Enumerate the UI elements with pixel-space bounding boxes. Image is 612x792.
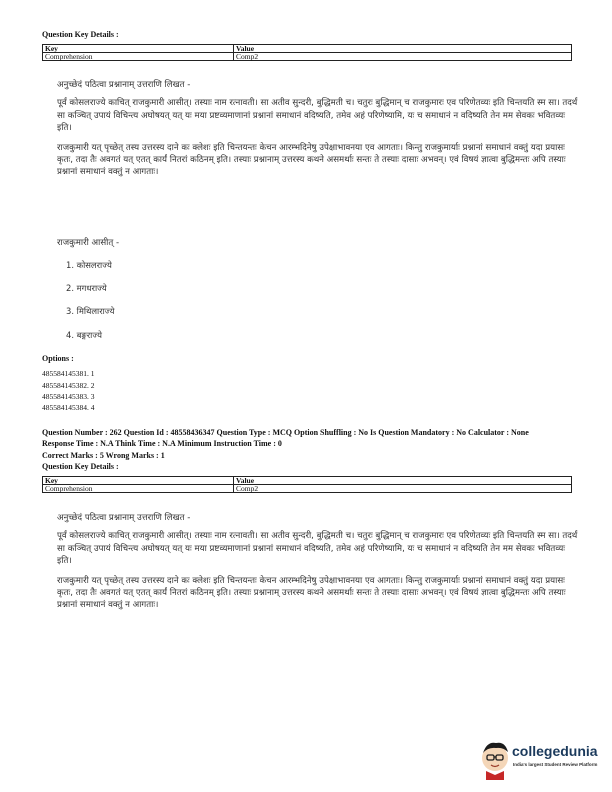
question-text: राजकुमारी आसीत् - (57, 238, 120, 248)
key-value-table (42, 44, 572, 61)
passage-paragraph-1: पूर्वं कोसलराज्ये काचित् राजकुमारी आसीत्। तस्याः नाम रत्नावती। सा अतीव सुन्दरी, बुद्धिमती च। चतुरः बुद्धिमान् च राजकुमारः एव परिणेतव्यः इति चिन्तयति स्म सा। तदर्थं सा कञ्चित् उपायं विचिन्त्य अघोषयत् यत् यः मया प्रष्टव्यमाणानां प्रश्नानां समाधानं वदिष्यति, तमेव अहं परिणेष्यामि, यः च समाधानं न वदिष्यति तेन मम सेवकः भवितव्यः इति। (57, 98, 578, 134)
options-heading: Options : (42, 354, 74, 363)
table-cell-key: Comprehension (43, 485, 234, 493)
question-meta-line-1: Question Number : 262 Question Id : 48558436347 Question Type : MCQ Option Shuffling : No Is Question Mandatory : No Calculator : None (42, 428, 529, 437)
passage-paragraph-2: राजकुमारी यत् पृच्छेत् तस्य उत्तरस्य दाने कः क्लेशः इति चिन्तयन्तः केचन आरम्भदिनेषु उपेक्षाभावनया एव आगताः। किन्तु राजकुमार्याः प्रश्नानां समाधानं वक्तुं यदा प्रयासः कृतः, तदा तैः अवगतं यत् एतत् कार्यं नितरां कठिनम् इति। तस्याः प्रश्नानाम् उत्तरस्य कथने असमर्थाः सन्तः ते तस्याः दासाः अभवन्। एवं विषयं ज्ञात्वा बुद्धिमन्तः अपि तस्याः प्रश्नानां समाधानं वक्तुं न आगताः। (57, 575, 566, 611)
option-3[interactable]: 3. मिथिलाराज्ये (66, 306, 115, 316)
option-id-1: 485584145381. 1 (42, 369, 95, 378)
key-value-table-2 (42, 476, 572, 493)
passage-paragraph-2: राजकुमारी यत् पृच्छेत् तस्य उत्तरस्य दाने कः क्लेशः इति चिन्तयन्तः केचन आरम्भदिनेषु उपेक्षाभावनया एव आगताः। किन्तु राजकुमार्याः प्रश्नानां समाधानं वक्तुं यदा प्रयासः कृतः, तदा तैः अवगतं यत् एतत् कार्यं नितरां कठिनम् इति। तस्याः प्रश्नानाम् उत्तरस्य कथने असमर्थाः सन्तः ते तस्याः दासाः अभवन्। एवं विषयं ज्ञात्वा बुद्धिमन्तः अपि तस्याः प्रश्नानां समाधानं वक्तुं न आगताः। (57, 142, 566, 178)
passage-intro: अनुच्छेदं पठित्वा प्रश्नानाम् उत्तराणि लिखत - (57, 80, 191, 90)
brand-name[interactable]: collegedunia (512, 743, 598, 759)
passage-intro: अनुच्छेदं पठित्वा प्रश्नानाम् उत्तराणि लिखत - (57, 513, 191, 523)
passage-2 (57, 512, 582, 619)
option-id-2: 485584145382. 2 (42, 381, 95, 390)
option-id-4: 485584145384. 4 (42, 403, 95, 412)
table-header-value: Value (234, 477, 572, 485)
question-meta-line-2: Response Time : N.A Think Time : N.A Minimum Instruction Time : 0 (42, 439, 282, 448)
option-id-3: 485584145383. 3 (42, 392, 95, 401)
option-2[interactable]: 2. मगधराज्ये (66, 283, 107, 293)
option-1[interactable]: 1. कोसलराज्ये (66, 260, 112, 270)
question-key-heading-2: Question Key Details : (42, 462, 119, 471)
table-cell-key: Comprehension (43, 53, 234, 61)
passage-paragraph-1: पूर्वं कोसलराज्ये काचित् राजकुमारी आसीत्। तस्याः नाम रत्नावती। सा अतीव सुन्दरी, बुद्धिमती च। चतुरः बुद्धिमान् च राजकुमारः एव परिणेतव्यः इति चिन्तयति स्म सा। तदर्थं सा कञ्चित् उपायं विचिन्त्य अघोषयत् यत् यः मया प्रष्टव्यमाणानां प्रश्नानां समाधानं वदिष्यति, तमेव अहं परिणेष्यामि, यः च समाधानं न वदिष्यति तेन मम सेवकः भवितव्यः इति। (57, 531, 578, 567)
table-header-key: Key (43, 477, 234, 485)
question-key-heading: Question Key Details : (42, 30, 119, 39)
table-cell-value: Comp2 (234, 53, 572, 61)
brand-tagline: India's largest Student Review Platform (513, 762, 598, 767)
table-header-key: Key (43, 45, 234, 53)
question-meta-line-3: Correct Marks : 5 Wrong Marks : 1 (42, 451, 165, 460)
table-cell-value: Comp2 (234, 485, 572, 493)
passage (57, 79, 582, 186)
option-4[interactable]: 4. बङ्गराज्ये (66, 330, 102, 340)
table-header-value: Value (234, 45, 572, 53)
